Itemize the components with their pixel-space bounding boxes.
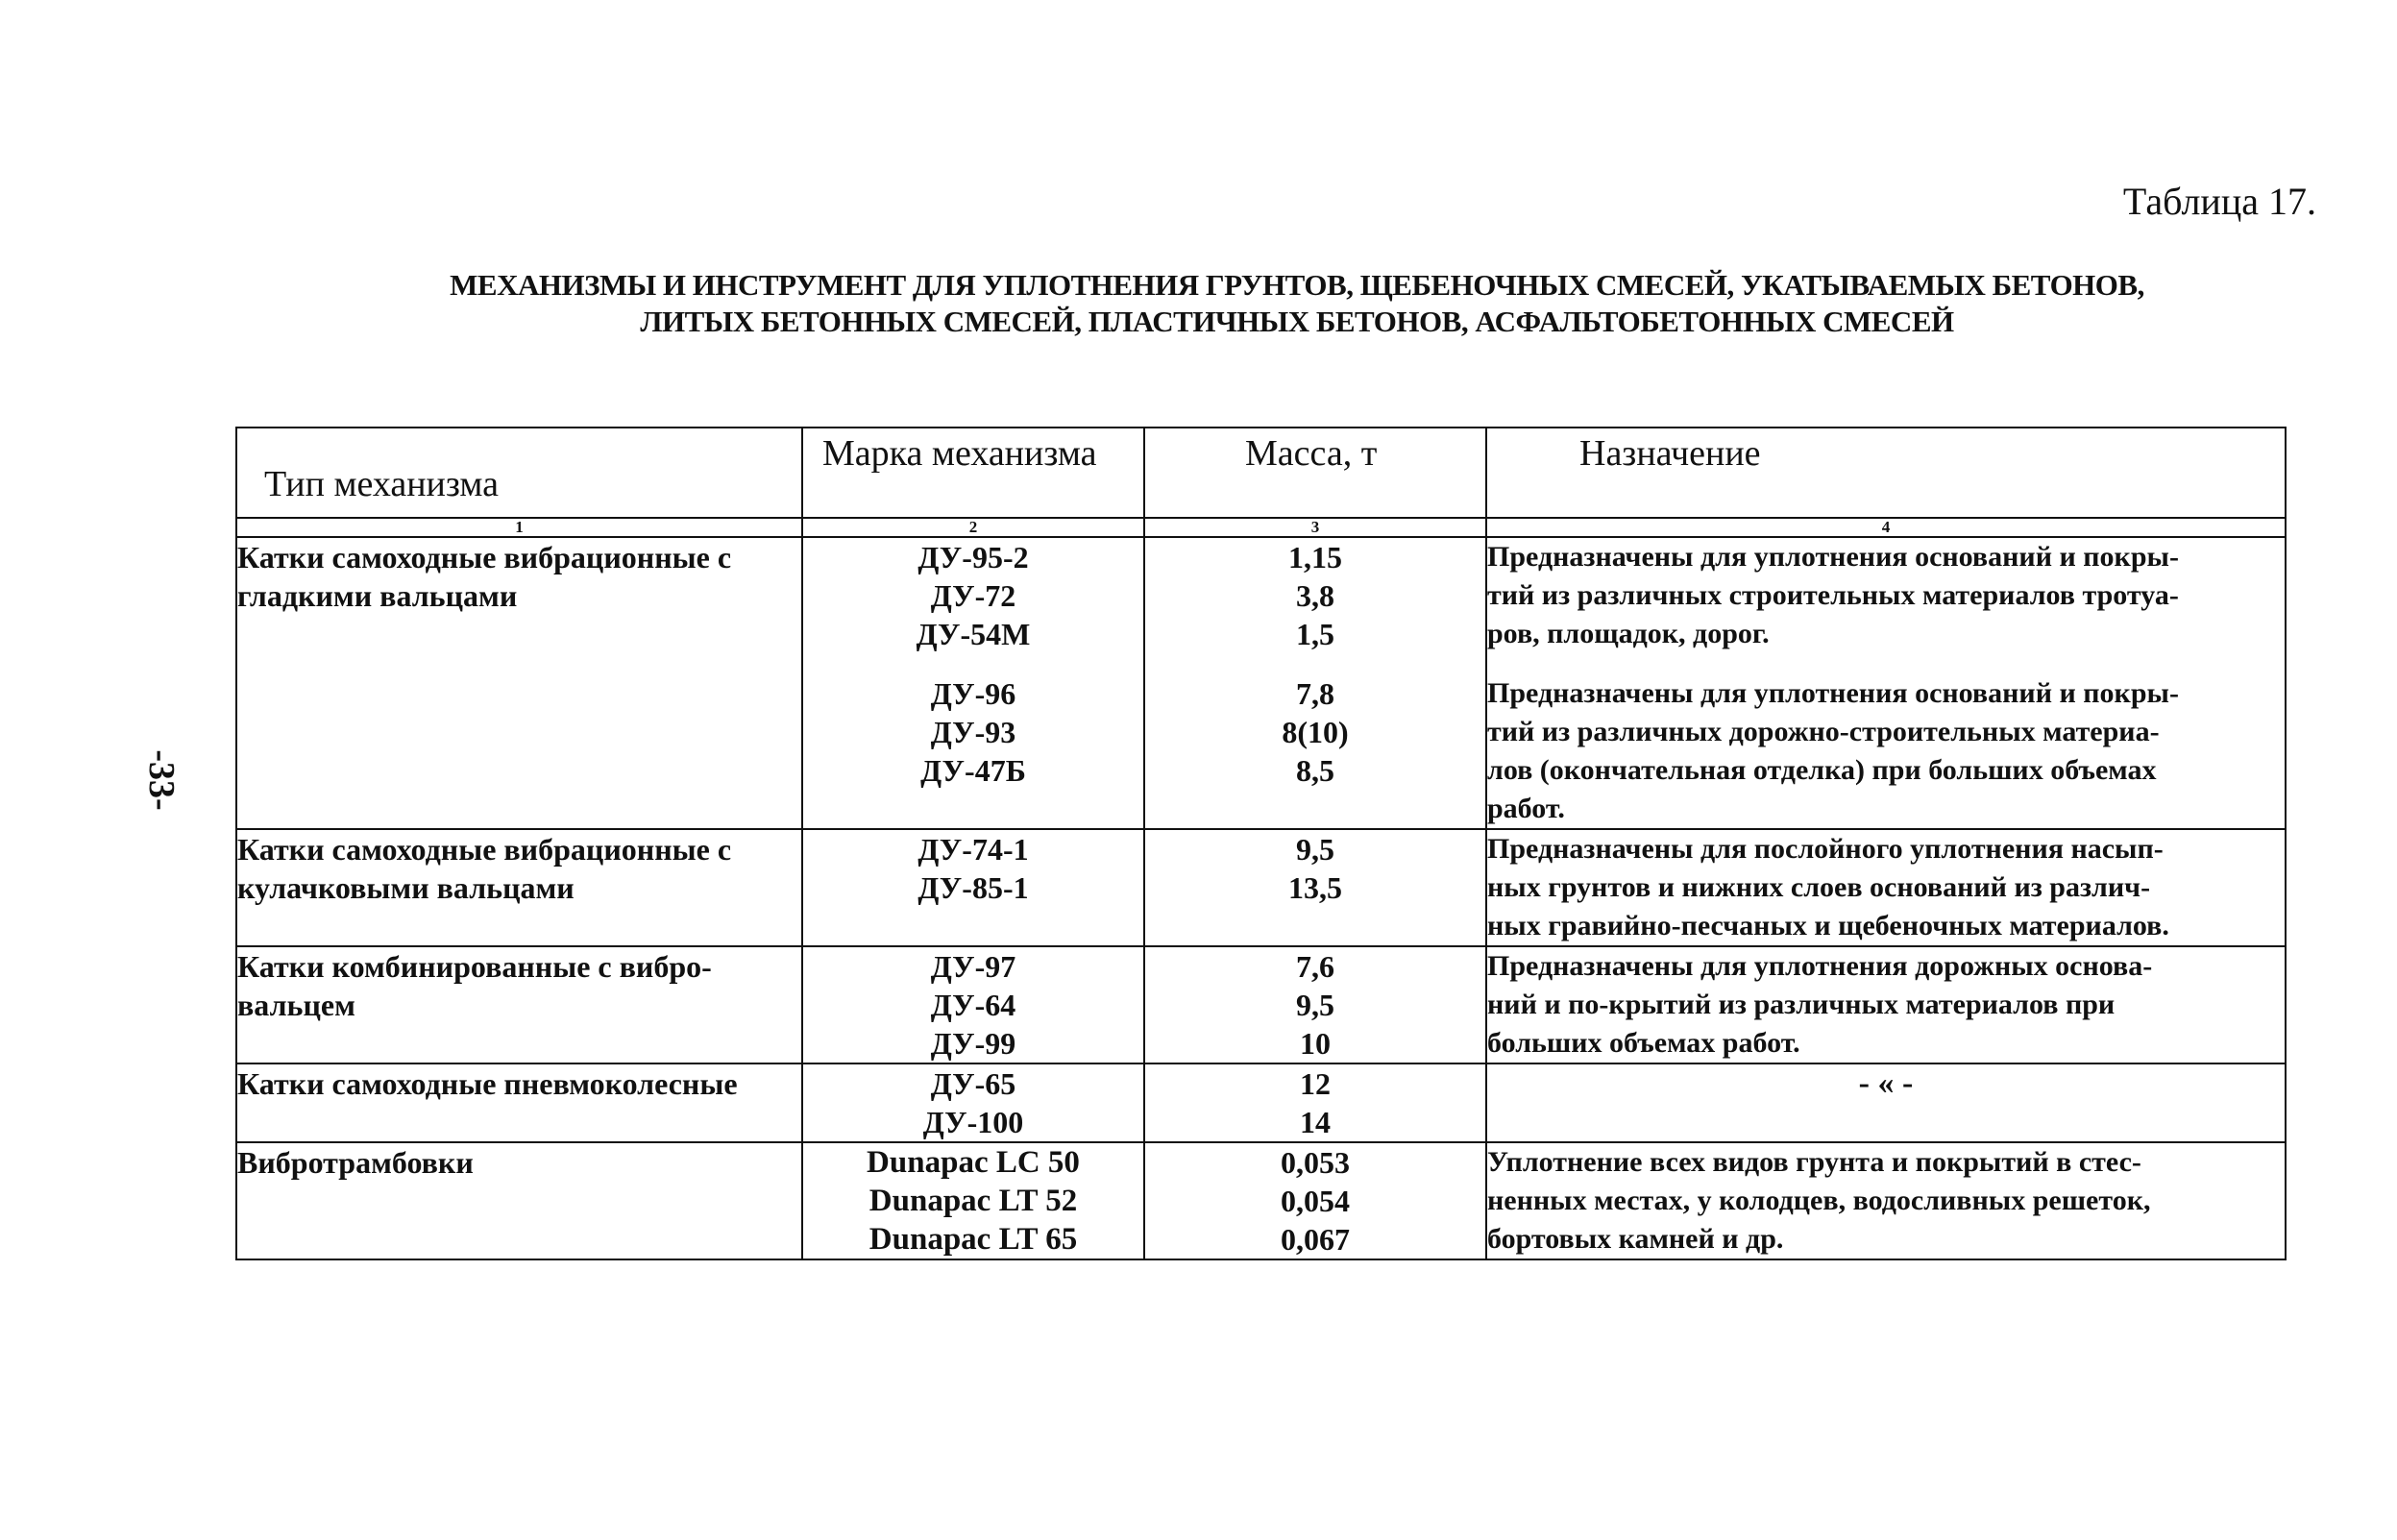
mass-cell: 12 14 [1144, 1063, 1486, 1142]
table-row [236, 1142, 2286, 1259]
column-number: 1 [236, 518, 802, 537]
type-cell: Катки самоходные пневмоколесные [236, 1063, 802, 1142]
mass-cell: 9,5 13,5 [1144, 829, 1486, 946]
title-line: МЕХАНИЗМЫ И ИНСТРУМЕНТ ДЛЯ УПЛОТНЕНИЯ ГРУНТОВ, ЩЕБЕНОЧНЫХ СМЕСЕЙ, УКАТЫВАЕМЫХ БЕТОНОВ, [450, 268, 2144, 302]
marks-cell: ДУ-97 ДУ-64 ДУ-99 [802, 946, 1144, 1063]
mass-cell: 1,15 3,8 1,5 7,8 8(10) 8,5 [1144, 537, 1486, 829]
table-row [236, 1063, 2286, 1142]
marks-cell: ДУ-65 ДУ-100 [802, 1063, 1144, 1142]
equipment-table [235, 427, 2287, 1260]
header-purpose: Назначение [1486, 428, 2286, 518]
column-number: 2 [802, 518, 1144, 537]
marks-cell: ДУ-74-1 ДУ-85-1 [802, 829, 1144, 946]
header-mass: Масса, т [1144, 428, 1486, 518]
type-cell: Катки комбинированные с вибро- вальцем [236, 946, 802, 1063]
column-number: 4 [1486, 518, 2286, 537]
type-cell: Катки самоходные вибрационные с кулачковыми вальцами [236, 829, 802, 946]
title-line: ЛИТЫХ БЕТОННЫХ СМЕСЕЙ, ПЛАСТИЧНЫХ БЕТОНОВ, АСФАЛЬТОБЕТОННЫХ СМЕСЕЙ [640, 305, 1954, 338]
header-type: Тип механизма [236, 428, 802, 518]
purpose-cell [1486, 1063, 2286, 1142]
table-caption: Таблица 17. [2122, 180, 2316, 223]
type-cell: Вибротрамбовки [236, 1142, 802, 1259]
table-row [236, 946, 2286, 1063]
purpose-cell: Уплотнение всех видов грунта и покрытий в стес- ненных местах, у колодцев, водосливных решеток, бортовых камней и др. [1486, 1142, 2286, 1259]
column-number-row [236, 518, 2286, 537]
table-header-row [236, 428, 2286, 518]
purpose-cell: Предназначены для уплотнения дорожных основа- ний и по-крытий из различных материалов при больших объемах работ. [1486, 946, 2286, 1063]
marks-cell: Dunapac LC 50 Dunapac LT 52 Dunapac LT 65 [802, 1142, 1144, 1259]
header-mark: Марка механизма [802, 428, 1144, 518]
ditto-mark: - « - [1858, 1065, 1914, 1101]
table-row [236, 829, 2286, 946]
document-title [365, 267, 2229, 340]
purpose-cell: Предназначены для послойного уплотнения насып- ных грунтов и нижних слоев оснований из различ- ных гравийно-песчаных и щебеночных материалов. [1486, 829, 2286, 946]
purpose-cell: Предназначены для уплотнения оснований и покры- тий из различных строительных материалов тротуа- ров, площадок, дорог. Предназначены для уплотнения оснований и покры- тий из различных дорожно-строительных материа- лов (окончательная отделка) при больших объемах работ. [1486, 537, 2286, 829]
marks-cell: ДУ-95-2 ДУ-72 ДУ-54М ДУ-96 ДУ-93 ДУ-47Б [802, 537, 1144, 829]
column-number: 3 [1144, 518, 1486, 537]
mass-cell: 0,053 0,054 0,067 [1144, 1142, 1486, 1259]
type-cell: Катки самоходные вибрационные с гладкими вальцами [236, 537, 802, 829]
page-number: -33- [141, 749, 182, 811]
mass-cell: 7,6 9,5 10 [1144, 946, 1486, 1063]
table-row [236, 537, 2286, 829]
